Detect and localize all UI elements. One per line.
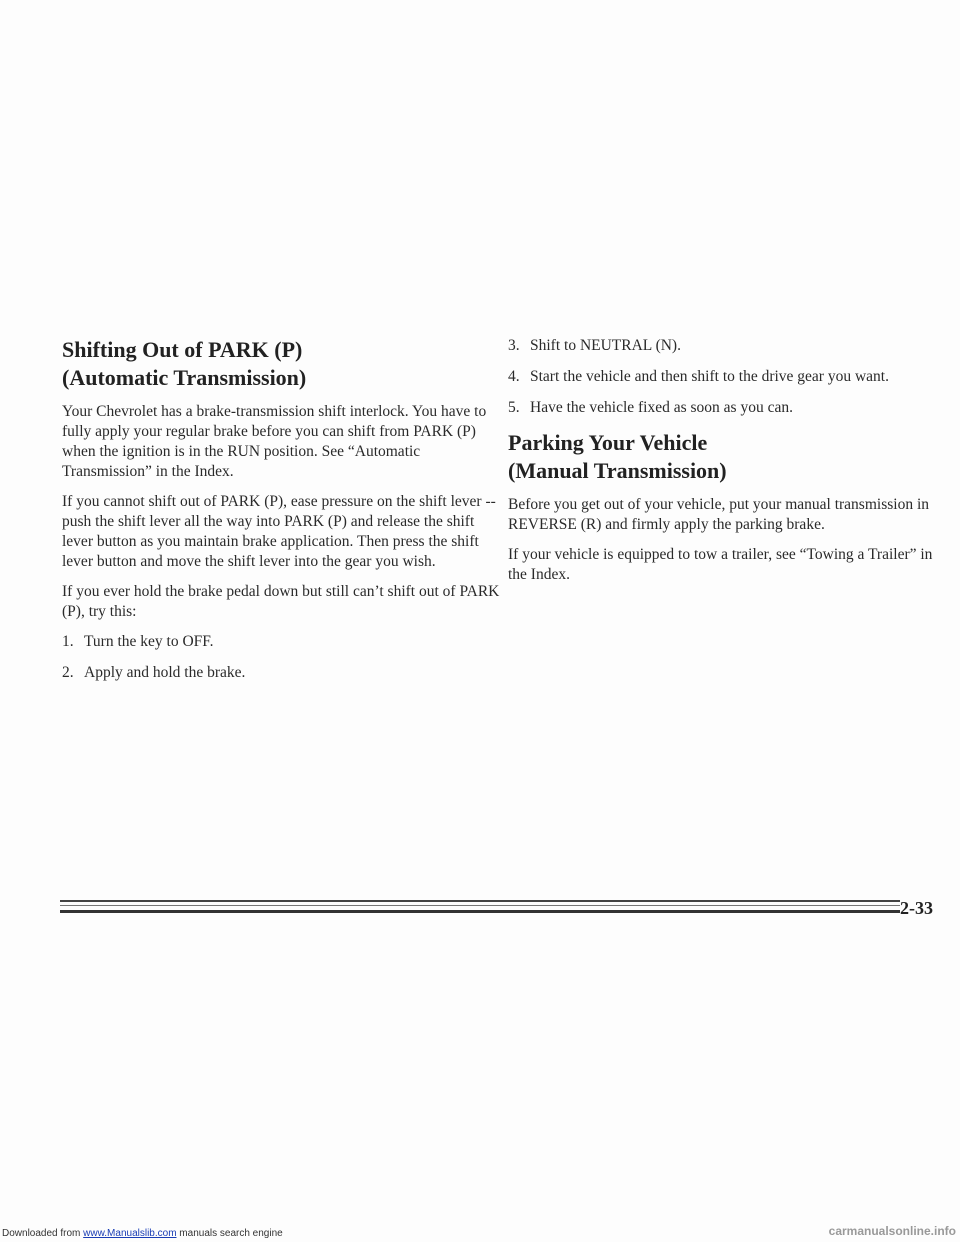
steps-list-right bbox=[508, 336, 948, 418]
step-text: Apply and hold the brake. bbox=[84, 664, 246, 681]
divider bbox=[60, 905, 900, 906]
footer-prefix: Downloaded from bbox=[2, 1228, 84, 1239]
right-column bbox=[508, 336, 948, 595]
step-text: Turn the key to OFF. bbox=[84, 633, 214, 650]
paragraph-towing: If your vehicle is equipped to tow a trailer, see “Towing a Trailer” in the Index. bbox=[508, 546, 933, 583]
steps-list-left bbox=[62, 632, 507, 683]
heading-line-1: Shifting Out of PARK (P) bbox=[62, 337, 303, 362]
heading-line-2: (Manual Transmission) bbox=[508, 458, 727, 483]
divider bbox=[60, 900, 900, 902]
divider bbox=[60, 910, 900, 913]
heading-line-1: Parking Your Vehicle bbox=[508, 430, 708, 455]
left-column bbox=[62, 336, 507, 694]
list-item bbox=[508, 336, 948, 356]
section-heading-shifting-out-of-park bbox=[62, 336, 507, 392]
paragraph-try-this: If you ever hold the brake pedal down but still can’t shift out of PARK (P), try this: bbox=[62, 583, 500, 620]
paragraph-cannot-shift: If you cannot shift out of PARK (P), ease pressure on the shift lever -- push the shift lever all the way into PARK (P) and release the shift lever button as you maintain brake application. Then press the shift lever button and move the shift lever into the gear you wish. bbox=[62, 493, 496, 570]
step-number: 4. bbox=[508, 368, 520, 385]
footer-rules bbox=[60, 900, 900, 922]
manualslib-link[interactable]: www.Manualslib.com bbox=[83, 1228, 177, 1239]
step-number: 5. bbox=[508, 399, 520, 416]
paragraph-interlock: Your Chevrolet has a brake-transmission shift interlock. You have to fully apply your regular brake before you can shift from PARK (P) when the ignition is in the RUN position. See “Automatic Transmission” in the Index. bbox=[62, 403, 487, 480]
footer-credit bbox=[2, 1228, 283, 1239]
step-number: 1. bbox=[62, 633, 74, 650]
step-number: 2. bbox=[62, 664, 74, 681]
step-text: Shift to NEUTRAL (N). bbox=[530, 337, 681, 354]
watermark: carmanualsonline.info bbox=[828, 1224, 956, 1238]
list-item bbox=[508, 398, 948, 418]
footer-suffix: manuals search engine bbox=[176, 1228, 283, 1239]
list-item bbox=[508, 367, 948, 387]
list-item bbox=[62, 632, 507, 652]
list-item bbox=[62, 663, 507, 683]
step-text: Start the vehicle and then shift to the drive gear you want. bbox=[530, 368, 889, 385]
page-number: 2-33 bbox=[900, 898, 933, 918]
paragraph-before-you-get-out: Before you get out of your vehicle, put your manual transmission in REVERSE (R) and firmly apply the parking brake. bbox=[508, 496, 929, 533]
step-number: 3. bbox=[508, 337, 520, 354]
download-footer bbox=[0, 1224, 960, 1242]
heading-line-2: (Automatic Transmission) bbox=[62, 365, 307, 390]
section-heading-parking-your-vehicle bbox=[508, 429, 948, 485]
step-text: Have the vehicle fixed as soon as you can. bbox=[530, 399, 793, 416]
